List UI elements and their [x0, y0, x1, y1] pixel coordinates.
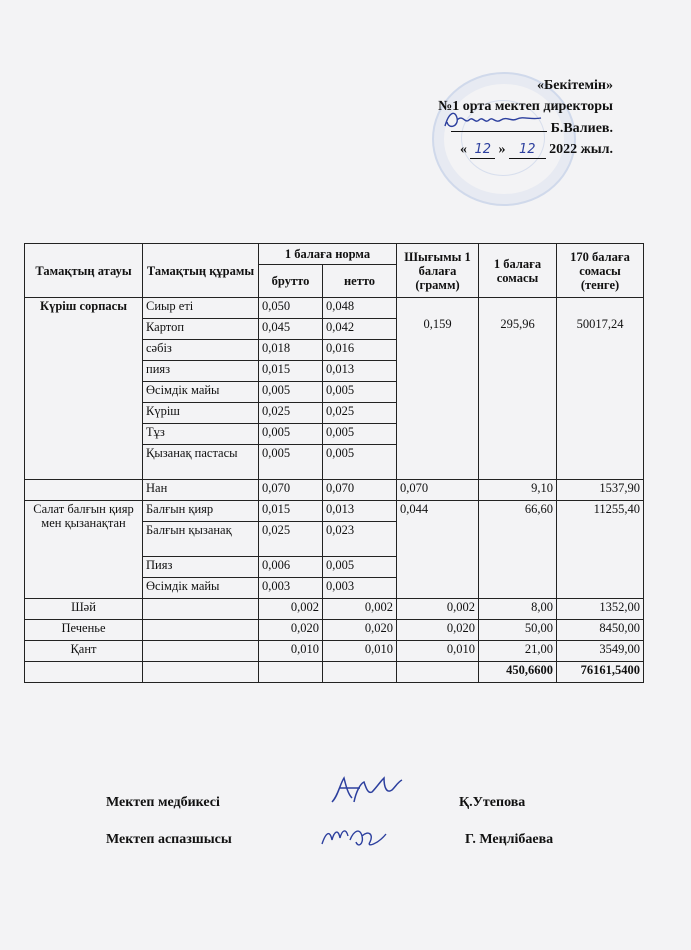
dish1-per-child: 295,96 — [479, 298, 557, 480]
bread-total: 1537,90 — [557, 480, 644, 501]
nurse-role: Мектеп медбикесі — [106, 795, 220, 810]
approval-position: №1 орта мектеп директоры — [438, 98, 613, 114]
total-170: 76161,5400 — [557, 662, 644, 683]
cook-role: Мектеп аспазшысы — [106, 832, 232, 847]
empty-cell — [25, 662, 143, 683]
item-gross: 0,003 — [259, 578, 323, 599]
header-norm: 1 балаға норма — [259, 244, 397, 265]
item-gross: 0,005 — [259, 445, 323, 480]
other-net: 0,002 — [323, 599, 397, 620]
empty-cell — [323, 662, 397, 683]
dish2-total: 11255,40 — [557, 501, 644, 599]
bread-net: 0,070 — [323, 480, 397, 501]
other-name: Қант — [25, 641, 143, 662]
table-row — [25, 480, 644, 501]
header-per-child: 1 балаға сомасы — [479, 244, 557, 298]
approval-title: «Бекітемін» — [536, 78, 613, 93]
item-name: Өсімдік майы — [143, 382, 259, 403]
table-row — [25, 599, 644, 620]
table-row — [25, 501, 644, 522]
header-dish-name: Тамақтың атауы — [25, 244, 143, 298]
item-name: Тұз — [143, 424, 259, 445]
approval-name: Б.Валиев. — [550, 121, 613, 136]
empty-cell — [143, 641, 259, 662]
item-name: Өсімдік майы — [143, 578, 259, 599]
other-name: Шәй — [25, 599, 143, 620]
item-name: Картоп — [143, 319, 259, 340]
other-gross: 0,002 — [259, 599, 323, 620]
other-total: 8450,00 — [557, 620, 644, 641]
bread-consumption: 0,070 — [397, 480, 479, 501]
item-gross: 0,018 — [259, 340, 323, 361]
date-open-quote: « — [459, 141, 467, 157]
date-year: 2022 жыл. — [549, 141, 613, 157]
other-name: Печенье — [25, 620, 143, 641]
item-gross: 0,015 — [259, 361, 323, 382]
bread-per-child: 9,10 — [479, 480, 557, 501]
nurse-signature-icon — [326, 772, 406, 806]
dish2-per-child: 66,60 — [479, 501, 557, 599]
item-net: 0,003 — [323, 578, 397, 599]
empty-cell — [143, 662, 259, 683]
header-net: нетто — [323, 265, 397, 298]
item-net: 0,005 — [323, 382, 397, 403]
header-gross: брутто — [259, 265, 323, 298]
item-gross: 0,005 — [259, 382, 323, 403]
other-total: 1352,00 — [557, 599, 644, 620]
bread-name: Нан — [143, 480, 259, 501]
other-consumption: 0,020 — [397, 620, 479, 641]
item-name: пияз — [143, 361, 259, 382]
nurse-name: Қ.Утепова — [459, 795, 526, 810]
item-net: 0,013 — [323, 501, 397, 522]
item-net: 0,016 — [323, 340, 397, 361]
item-name: Пияз — [143, 557, 259, 578]
other-total: 3549,00 — [557, 641, 644, 662]
item-gross: 0,025 — [259, 403, 323, 424]
table-row — [25, 298, 644, 319]
item-net: 0,023 — [323, 522, 397, 557]
menu-table — [24, 243, 644, 683]
header-composition: Тамақтың құрамы — [143, 244, 259, 298]
approval-date — [353, 140, 613, 161]
item-net: 0,042 — [323, 319, 397, 340]
empty-cell — [143, 599, 259, 620]
other-gross: 0,010 — [259, 641, 323, 662]
director-signature-icon — [441, 108, 546, 134]
other-per-child: 50,00 — [479, 620, 557, 641]
item-name: Балғын қияр — [143, 501, 259, 522]
other-consumption: 0,002 — [397, 599, 479, 620]
totals-row — [25, 662, 644, 683]
other-net: 0,020 — [323, 620, 397, 641]
empty-cell — [397, 662, 479, 683]
dish2-consumption: 0,044 — [397, 501, 479, 599]
dish1-total: 50017,24 — [557, 298, 644, 480]
item-net: 0,005 — [323, 424, 397, 445]
header-total-170: 170 балаға сомасы (тенге) — [557, 244, 644, 298]
date-month: 12 — [509, 142, 546, 159]
item-name: Қызанақ пастасы — [143, 445, 259, 480]
other-consumption: 0,010 — [397, 641, 479, 662]
item-name: сәбіз — [143, 340, 259, 361]
table-row — [25, 641, 644, 662]
date-close-quote: » — [498, 141, 506, 157]
other-net: 0,010 — [323, 641, 397, 662]
cook-signature-icon — [318, 822, 390, 850]
item-gross: 0,015 — [259, 501, 323, 522]
empty-cell — [143, 620, 259, 641]
item-net: 0,005 — [323, 557, 397, 578]
item-name: Балғын қызанақ — [143, 522, 259, 557]
item-gross: 0,005 — [259, 424, 323, 445]
other-gross: 0,020 — [259, 620, 323, 641]
empty-cell — [259, 662, 323, 683]
item-net: 0,005 — [323, 445, 397, 480]
date-day: 12 — [470, 142, 495, 159]
empty-cell — [25, 480, 143, 501]
item-net: 0,013 — [323, 361, 397, 382]
dish1-consumption: 0,159 — [397, 298, 479, 480]
dish2-name: Салат балғын қияр мен қызанақтан — [25, 501, 143, 599]
total-per-child: 450,6600 — [479, 662, 557, 683]
item-gross: 0,006 — [259, 557, 323, 578]
other-per-child: 8,00 — [479, 599, 557, 620]
item-name: Күріш — [143, 403, 259, 424]
item-gross: 0,025 — [259, 522, 323, 557]
header-consumption: Шығымы 1 балаға (грамм) — [397, 244, 479, 298]
table-row — [25, 620, 644, 641]
item-gross: 0,050 — [259, 298, 323, 319]
bread-gross: 0,070 — [259, 480, 323, 501]
item-net: 0,048 — [323, 298, 397, 319]
item-gross: 0,045 — [259, 319, 323, 340]
item-net: 0,025 — [323, 403, 397, 424]
other-per-child: 21,00 — [479, 641, 557, 662]
dish1-name: Күріш сорпасы — [25, 298, 143, 480]
cook-name: Г. Меңлібаева — [465, 832, 554, 847]
item-name: Сиыр еті — [143, 298, 259, 319]
